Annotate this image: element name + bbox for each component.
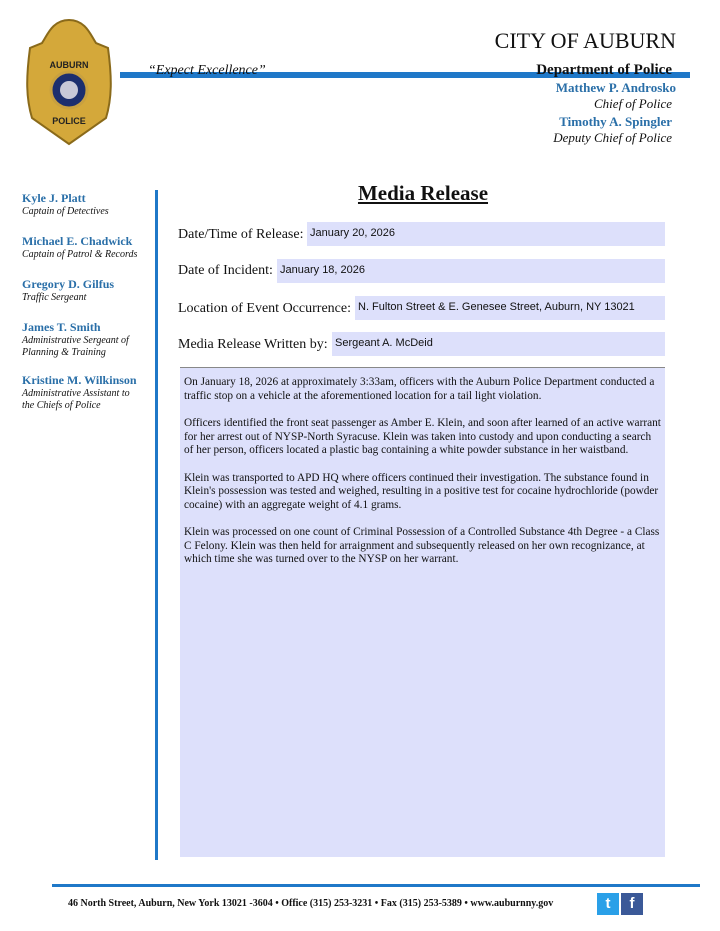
field-label: Location of Event Occurrence: (178, 301, 351, 316)
city-name: CITY OF AUBURN (494, 28, 676, 53)
police-badge-logo (22, 18, 116, 146)
svg-text:POLICE: POLICE (52, 116, 86, 126)
staff-title: Captain of Patrol & Records (22, 249, 138, 260)
release-body[interactable] (180, 367, 665, 857)
staff-name: Michael E. Chadwick (22, 234, 133, 248)
staff-title: Traffic Sergeant (22, 292, 87, 303)
incident-date-field[interactable]: January 18, 2026 (277, 259, 665, 283)
body-paragraph: Klein was transported to APD HQ where officers continued their investigation. The substance found in Klein's possession was tested and weighed, resulting in a positive test for cocaine hydrochloride (powder cocaine) with an aggregate weight of 4.1 grams. (184, 471, 659, 511)
chief-title: Chief of Police (594, 96, 672, 111)
staff-title: Administrative Assistant to the Chiefs of Police (22, 388, 130, 411)
location-field[interactable]: N. Fulton Street & E. Genesee Street, Auburn, NY 13021 (355, 296, 665, 320)
staff-name: Kyle J. Platt (22, 191, 86, 205)
staff-title: Captain of Detectives (22, 206, 109, 217)
twitter-icon[interactable]: t (597, 893, 619, 915)
field-label: Date/Time of Release: (178, 227, 304, 242)
facebook-icon[interactable]: f (621, 893, 643, 915)
footer-contact: 46 North Street, Auburn, New York 13021 -3604 • Office (315) 253-3231 • Fax (315) 253-5389 • www.auburnny.gov (68, 898, 554, 909)
field-label: Media Release Written by: (178, 337, 328, 352)
body-paragraph: Officers identified the front seat passenger as Amber E. Klein, and soon after learned of an active warrant for her arrest out of NYSP-North Syracuse. Klein was taken into custody and upon conducting a search of her person, officers located a plastic bag containing a white powder substance in her waistband. (184, 417, 661, 456)
staff-name: Gregory D. Gilfus (22, 277, 115, 291)
staff-name: James T. Smith (22, 320, 101, 334)
release-title: Media Release (357, 181, 489, 205)
sidebar-staff (22, 191, 152, 412)
staff-title: Administrative Sergeant of Planning & Training (22, 335, 129, 358)
deputy-chief-title: Deputy Chief of Police (553, 130, 672, 145)
motto: “Expect Excellence” (148, 63, 266, 78)
sidebar-divider (155, 190, 158, 860)
deputy-chief-name: Timothy A. Spingler (559, 114, 672, 129)
release-date-field[interactable]: January 20, 2026 (307, 222, 665, 246)
field-label: Date of Incident: (178, 263, 273, 278)
written-by-field[interactable]: Sergeant A. McDeid (332, 332, 665, 356)
department-name: Department of Police (536, 62, 672, 78)
body-paragraph: Klein was processed on one count of Criminal Possession of a Controlled Substance 4th Degree - a Class C Felony. Klein was then held for arraignment and subsequently released on her own recognizance, at which time she was turned over to the NYSP on her warrant. (184, 526, 660, 565)
staff-name: Kristine M. Wilkinson (22, 373, 137, 387)
footer-rule (52, 884, 700, 887)
svg-text:AUBURN: AUBURN (49, 60, 89, 70)
chief-name: Matthew P. Androsko (555, 80, 676, 95)
body-paragraph: On January 18, 2026 at approximately 3:33am, officers with the Auburn Police Department conducted a traffic stop on a vehicle at the aforementioned location for a tail light violation. (184, 376, 655, 402)
